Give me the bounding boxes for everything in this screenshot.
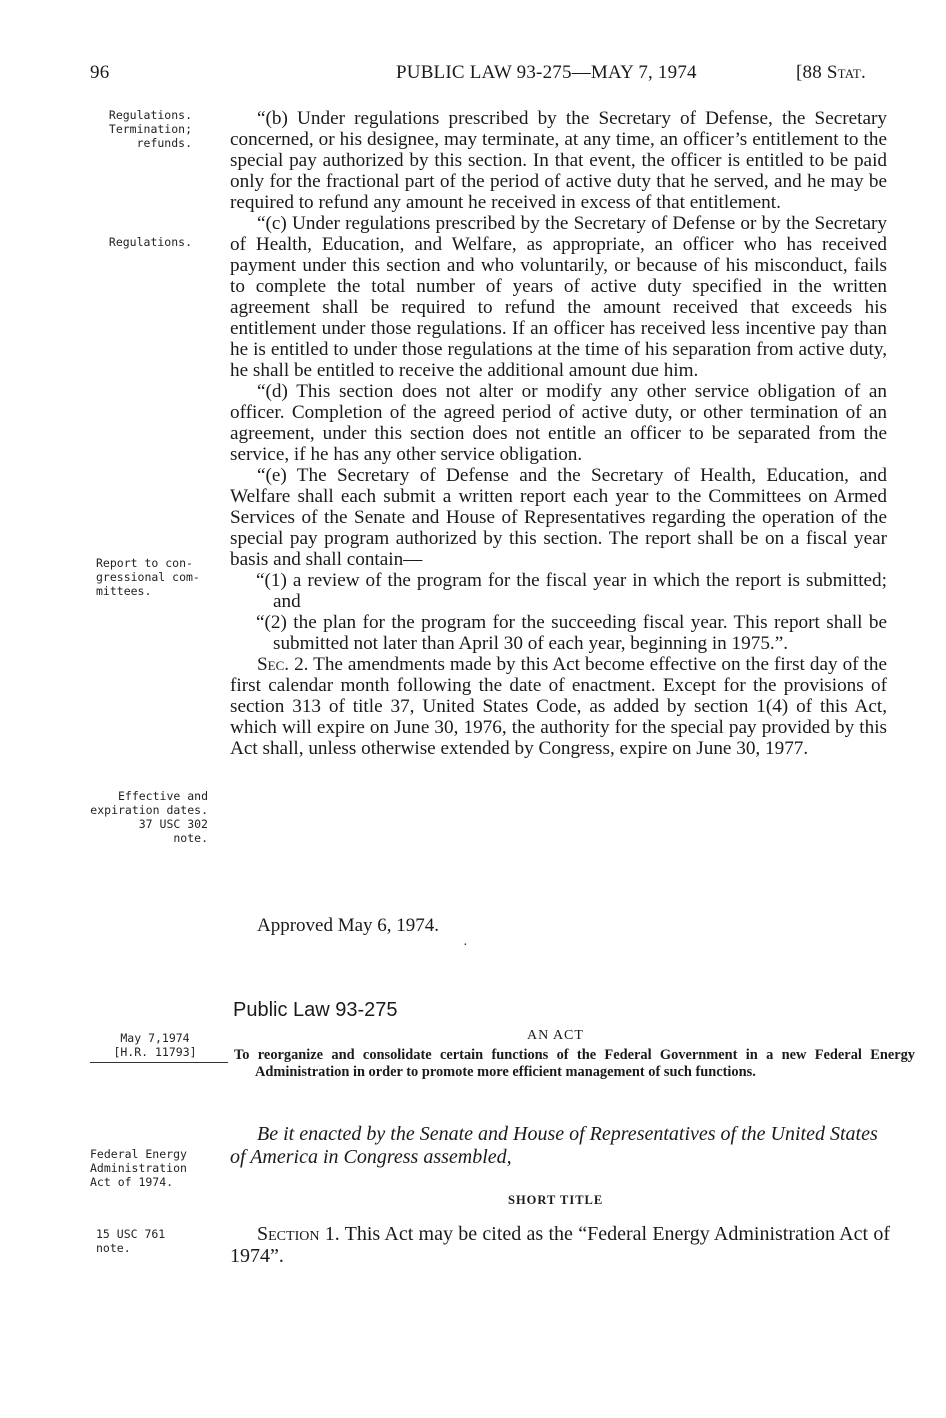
paragraph-e-item-2: “(2) the plan for the program for the succeeding fiscal year. This report shall be submitted not later than April 30 of each year, beginning in 1975.”. — [256, 612, 887, 654]
act-purpose: To reorganize and consolidate certain functions of the Federal Government in a new Federal Energy Administration in order to promote more efficient management of such functions. — [234, 1047, 915, 1080]
an-act-heading: AN ACT — [527, 1028, 584, 1043]
page-number: 96 — [90, 62, 110, 83]
short-title-heading: SHORT TITLE — [508, 1193, 604, 1207]
running-title: PUBLIC LAW 93-275—MAY 7, 1974 — [396, 62, 697, 83]
approval-date: Approved May 6, 1974. — [257, 915, 440, 936]
section-2-label: Sec. 2. — [257, 654, 309, 675]
margin-note-report: Report to con- gressional com- mittees. — [96, 556, 200, 598]
paragraph-e-item-1: “(1) a review of the program for the fiscal year in which the report is submitted; and — [256, 570, 887, 612]
margin-rule — [90, 1062, 228, 1063]
statute-volume-text: [88 Stat. — [796, 62, 866, 83]
section-2 — [230, 654, 887, 759]
public-law-title: Public Law 93-275 — [233, 999, 398, 1021]
section-1 — [230, 1223, 890, 1267]
margin-note-usc-761: 15 USC 761 note. — [96, 1227, 166, 1255]
paragraph-d: “(d) This section does not alter or modify any other service obligation of an officer. Completion of the agreed period of active duty, or other termination of an agreement, under this section does not entitle an officer to be separated from the service, if he has any other service obligation. — [230, 381, 887, 465]
section-1-text: This Act may be cited as the “Federal Energy Administration Act of 1974”. — [230, 1223, 890, 1267]
margin-note-effective-dates: Effective and expiration dates. 37 USC 302 note. — [90, 789, 208, 845]
margin-note-regulations-termination: Regulations. Termination; refunds. — [108, 108, 192, 150]
section-2-text: The amendments made by this Act become effective on the first day of the first calendar month following the date of enactment. Except for the provisions of section 313 of title 37, United States Code, as added by section 1(4) of this Act, which will expire on June 30, 1976, the authority for the special pay provided by this Act shall, unless otherwise extended by Congress, expire on June 30, 1977. — [230, 654, 887, 759]
statute-body — [230, 108, 887, 759]
section-1-label: Section 1. — [257, 1223, 340, 1245]
paragraph-b: “(b) Under regulations prescribed by the Secretary of Defense, the Secretary concerned, or his designee, may terminate, at any time, an officer’s entitlement to the special pay authorized by this section. In that event, the officer is entitled to be paid only for the fractional part of the period of active duty that he served, and he may be required to refund any amount he received in excess of that entitlement. — [230, 108, 887, 213]
enacting-clause: Be it enacted by the Senate and House of Representatives of the United States of America in Congress assembled, — [230, 1123, 878, 1168]
statute-volume — [796, 62, 866, 84]
margin-note-bill-date: May 7,1974 [H.R. 11793] — [113, 1031, 197, 1059]
separator-dot: · — [463, 938, 468, 953]
paragraph-e: “(e) The Secretary of Defense and the Secretary of Health, Education, and Welfare shall each submit a written report each year to the Committees on Armed Services of the Senate and House of Representatives regarding the operation of the special pay program authorized by this section. The report shall be on a fiscal year basis and shall contain— — [230, 465, 887, 570]
margin-note-regulations: Regulations. — [108, 235, 192, 249]
paragraph-c: “(c) Under regulations prescribed by the Secretary of Defense or by the Secretary of Health, Education, and Welfare, as appropriate, an officer who has received payment under this section and who voluntarily, or because of his misconduct, fails to complete the total number of years of active duty specified in the written agreement shall be required to refund the amount received that exceeds his entitlement under those regulations. If an officer has received less incentive pay than he is entitled to under those regulations at the time of his separation from active duty, he shall be entitled to receive the additional amount due him. — [230, 213, 887, 381]
margin-note-fea-act: Federal Energy Administration Act of 1974. — [90, 1147, 187, 1189]
